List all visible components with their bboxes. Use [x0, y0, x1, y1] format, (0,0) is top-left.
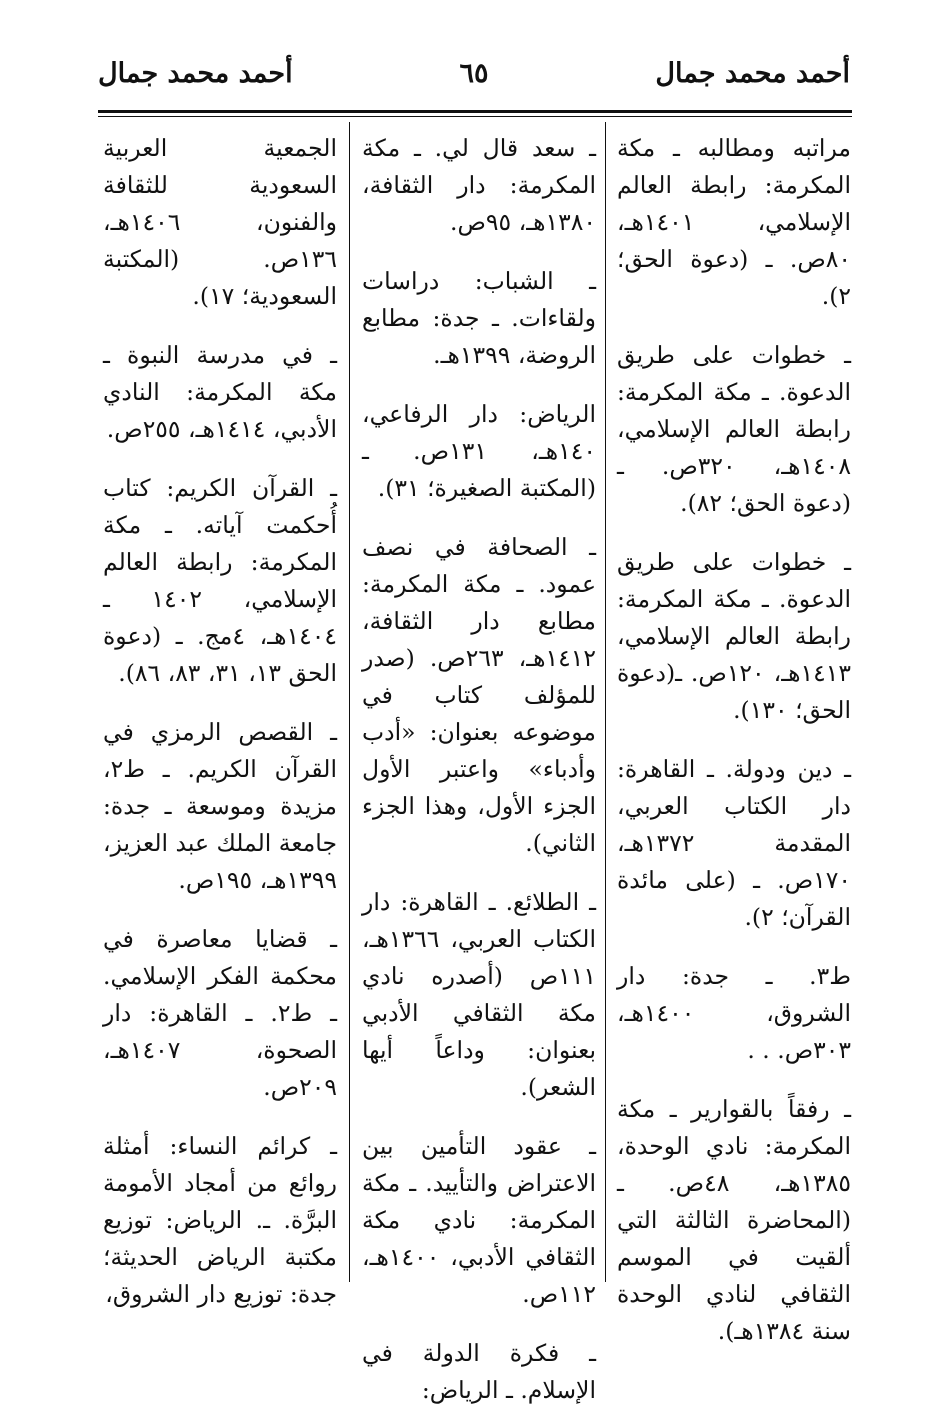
bibliography-entry: ـ قضايا معاصرة في محكمة الفكر الإسلامي. ـ ط٢. ـ القاهرة: دار الصحوة، ١٤٠٧هـ، ٢٠٩ص. — [103, 925, 338, 1101]
bibliography-entry: ـ دين ودولة. ـ القاهرة: دار الكتاب العربي، المقدمة ١٣٧٢هـ، ١٧٠ص. ـ (على مائدة القرآن؛ ٢). — [617, 755, 851, 931]
column-left — [102, 130, 338, 1308]
bibliography-entry: ـ رفقاً بالقوارير ـ مكة المكرمة: نادي الوحدة، ١٣٨٥هـ، ٤٨ص. ـ (المحاضرة الثالثة التي ألقيت في الموسم الثقافي لنادي الوحدة سنة ١٣٨٤هـ). — [617, 1095, 851, 1345]
bibliography-entry: ـ فكرة الدولة في الإسلام. ـ الرياض: — [362, 1339, 596, 1404]
column-divider — [605, 122, 606, 1282]
bibliography-entry: ـ خطوات على طريق الدعوة. ـ مكة المكرمة: رابطة العالم الإسلامي، ١٤١٣هـ، ١٢٠ص. ـ(دعوة الحق؛ ١٣٠). — [617, 548, 851, 724]
page-number: ٦٥ — [459, 58, 489, 89]
bibliography-entry: ـ الشباب: دراسات ولقاءات. ـ جدة: مطابع الروضة، ١٣٩٩هـ. — [362, 267, 596, 369]
bibliography-entry: مراتبه ومطالبه ـ مكة المكرمة: رابطة العالم الإسلامي، ١٤٠١هـ، ٨٠ص. ـ (دعوة الحق؛ ٢). — [617, 134, 851, 310]
bibliography-entry: ـ عقود التأمين بين الاعتراض والتأييد. ـ مكة المكرمة: نادي مكة الثقافي الأدبي، ١٤٠٠هـ، ١١٢ص. — [362, 1132, 596, 1308]
header-rule-thin — [98, 116, 852, 117]
running-head-author-left: أحمد محمد جمال — [98, 58, 293, 89]
bibliography-entry: الجمعية العربية السعودية للثقافة والفنون، ١٤٠٦هـ، ١٣٦ص. (المكتبة السعودية؛ ١٧). — [103, 134, 337, 310]
column-divider — [349, 122, 350, 1282]
bibliography-entry: ـ خطوات على طريق الدعوة. ـ مكة المكرمة: رابطة العالم الإسلامي، ١٤٠٨هـ، ٣٢٠ص. ـ (دعوة الحق؛ ٨٢). — [617, 341, 851, 517]
running-head-author-right: أحمد محمد جمال — [655, 58, 850, 89]
column-middle — [362, 130, 596, 1404]
bibliography-entry: ـ سعد قال لي. ـ مكة المكرمة: دار الثقافة، ١٣٨٠هـ، ٩٥ص. — [362, 134, 596, 236]
bibliography-entry: ـ في مدرسة النبوة ـ مكة المكرمة: النادي الأدبي، ١٤١٤هـ، ٢٥٥ص. — [103, 341, 337, 443]
column-right — [617, 130, 851, 1345]
page-header — [98, 58, 850, 102]
bibliography-entry: ـ كرائم النساء: أمثلة روائع من أمجاد الأمومة البرَّة. ـ. الرياض: توزيع مكتبة الرياض الحديثة؛ جدة: توزيع دار الشروق، — [103, 1132, 337, 1308]
bibliography-entry: ـ القصص الرمزي في القرآن الكريم. ـ ط٢، مزيدة وموسعة ـ جدة: جامعة الملك عبد العزيز، ١٣٩٩هـ، ١٩٥ص. — [102, 718, 337, 894]
header-rule-thick — [98, 110, 852, 113]
bibliography-entry: ـ الطلائع. ـ القاهرة: دار الكتاب العربي، ١٣٦٦هـ، ١١١ص (أصدره نادي مكة الثقافي الأدبي بعنوان: وداعاً أيها الشعر). — [362, 888, 596, 1101]
bibliography-entry: ـ الصحافة في نصف عمود. ـ مكة المكرمة: مطابع دار الثقافة، ١٤١٢هـ، ٢٦٣ص. (صدر للمؤلف كتاب في موضوعه بعنوان: «أدب وأدباء» واعتبر الأول الجزء الأول، وهذا الجزء الثاني). — [362, 533, 596, 857]
bibliography-entry: ـ القرآن الكريم: كتاب أُحكمت آياته. ـ مكة المكرمة: رابطة العالم الإسلامي، ١٤٠٢ ـ ١٤٠٤هـ، ٤مج. ـ (دعوة الحق ١٣، ٣١، ٨٣، ٨٦). — [103, 474, 338, 687]
bibliography-entry: ط٣. ـ جدة: دار الشروق، ١٤٠٠هـ، ٣٠٣ص. . . — [617, 962, 851, 1064]
bibliography-entry: الرياض: دار الرفاعي، ١٤٠هـ، ١٣١ص. ـ (المكتبة الصغيرة؛ ٣١). — [362, 400, 596, 502]
